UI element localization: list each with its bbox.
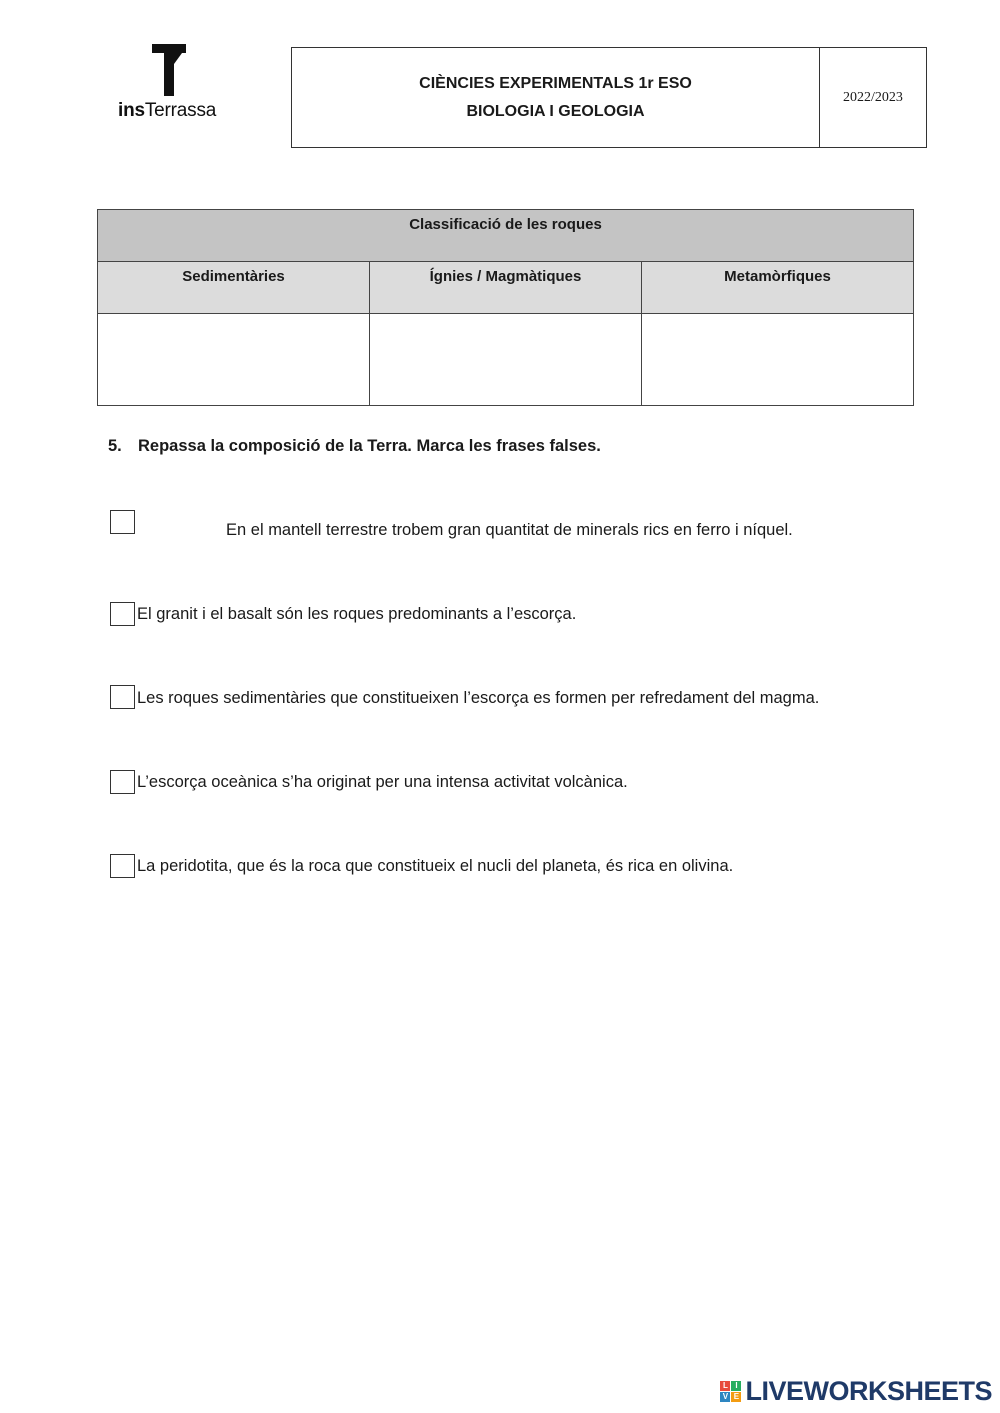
column-metamorphic: Metamòrfiques [642,262,914,314]
logo-name: Terrassa [144,100,217,121]
school-year: 2022/2023 [819,48,926,147]
drop-cell-igneous[interactable] [370,314,642,406]
school-logo [112,44,232,124]
statement-5: La peridotita, que és la roca que constitueix el nucli del planeta, és rica en olivina. [137,857,734,875]
statement-2: El granit i el basalt són les roques predominants a l’escorça. [137,605,577,623]
question-text: Repassa la composició de la Terra. Marca les frases falses. [138,437,601,455]
column-sedimentary: Sedimentàries [98,262,370,314]
drop-cell-metamorphic[interactable] [642,314,914,406]
liveworksheets-logo-icon: L I V E [720,1381,741,1402]
question-5 [108,437,601,456]
statement-1: En el mantell terrestre trobem gran quantitat de minerals rics en ferro i níquel. [226,521,793,539]
table-title: Classificació de les roques [98,210,914,262]
header-course: BIOLOGIA I GEOLOGIA [466,102,645,120]
rock-classification-table [97,209,914,406]
question-number: 5. [108,437,122,455]
statement-checkbox-2[interactable] [110,602,135,626]
drop-cell-sedimentary[interactable] [98,314,370,406]
statement-3: Les roques sedimentàries que constitueixen l’escorça es formen per refredament del magma. [137,689,820,707]
statement-4: L’escorça oceànica s’ha originat per una intensa activitat volcànica. [137,773,628,791]
header-title [292,48,819,147]
statement-checkbox-5[interactable] [110,854,135,878]
header-subject: CIÈNCIES EXPERIMENTALS 1r ESO [419,74,692,92]
liveworksheets-brand [720,1376,992,1407]
column-igneous: Ígnies / Magmàtiques [370,262,642,314]
header-box [291,47,927,148]
statement-checkbox-4[interactable] [110,770,135,794]
logo-text [118,100,216,122]
terrassa-t-logo-icon [152,44,186,96]
statement-checkbox-1[interactable] [110,510,135,534]
brand-name: LIVEWORKSHEETS [745,1376,992,1406]
logo-ins: ins [118,100,145,121]
statement-checkbox-3[interactable] [110,685,135,709]
